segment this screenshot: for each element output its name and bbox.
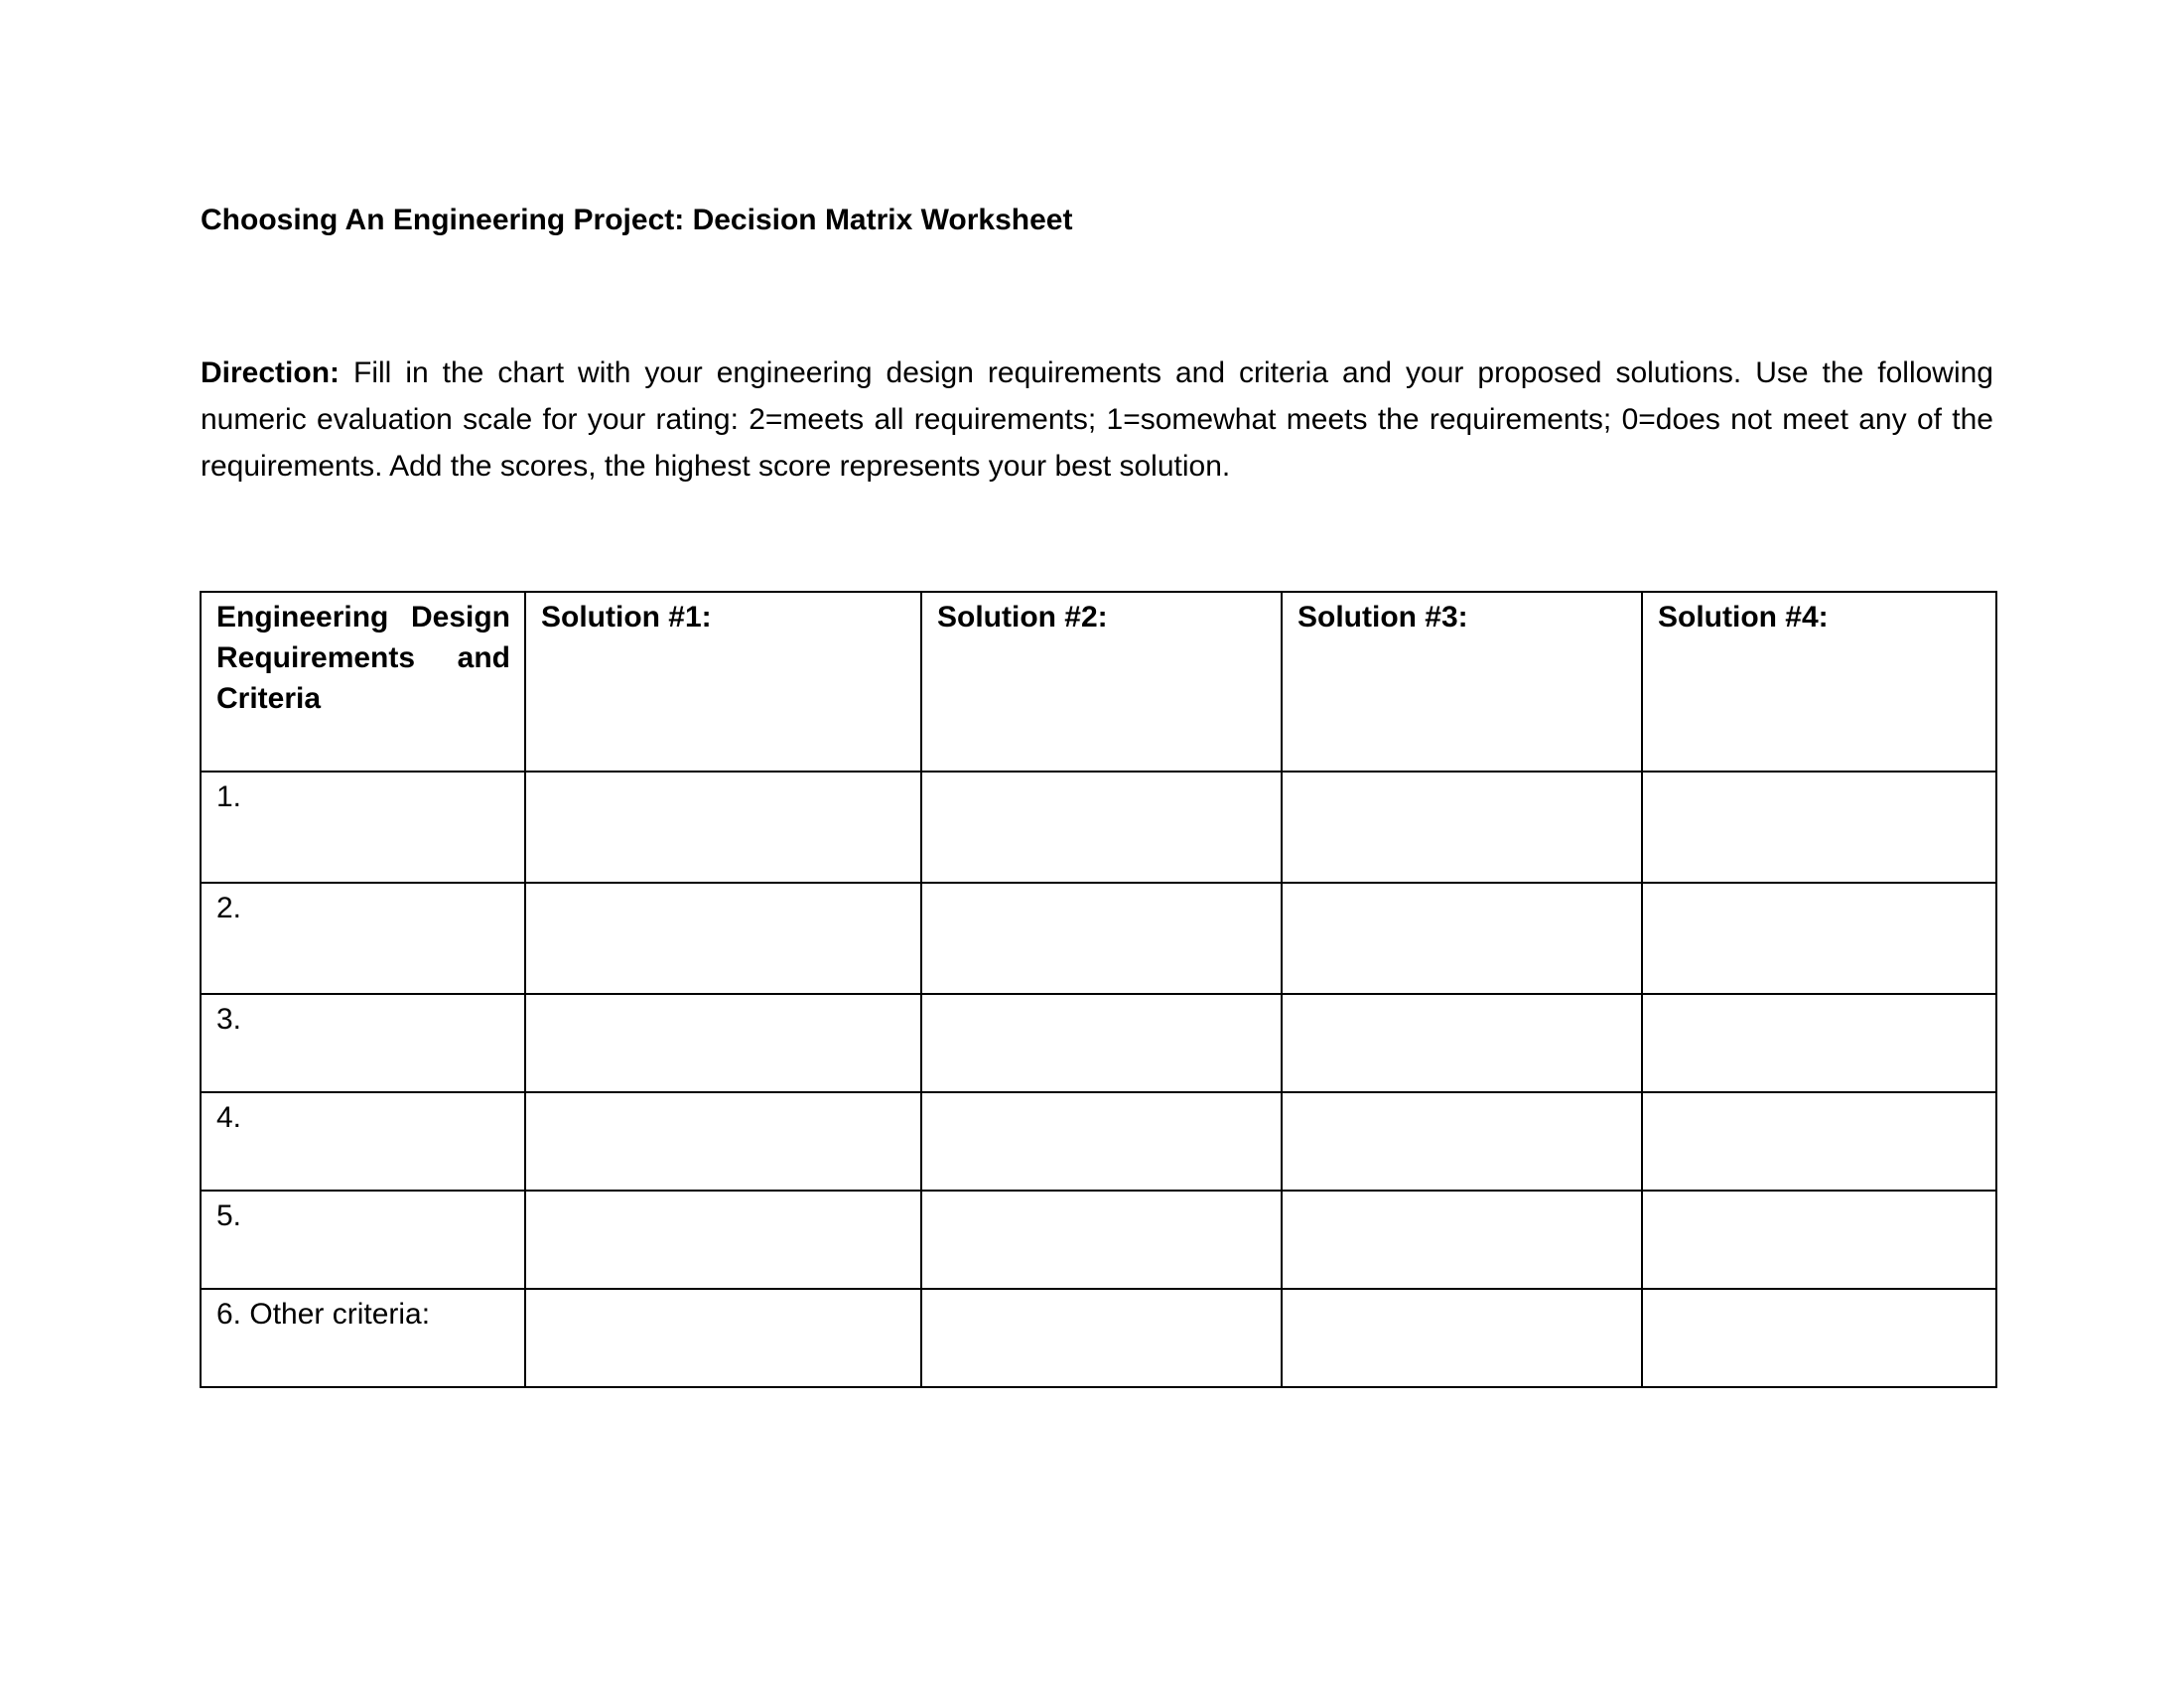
- solution-1-cell[interactable]: [525, 772, 921, 883]
- solution-4-cell[interactable]: [1642, 772, 1996, 883]
- header-solution-1: Solution #1:: [525, 592, 921, 772]
- solution-2-cell[interactable]: [921, 883, 1282, 994]
- criteria-cell-4: 4.: [201, 1092, 525, 1191]
- solution-3-cell[interactable]: [1282, 1289, 1642, 1387]
- solution-4-cell[interactable]: [1642, 883, 1996, 994]
- solution-1-cell[interactable]: [525, 1289, 921, 1387]
- solution-4-cell[interactable]: [1642, 1191, 1996, 1289]
- solution-3-cell[interactable]: [1282, 1092, 1642, 1191]
- solution-2-cell[interactable]: [921, 772, 1282, 883]
- criteria-cell-6: 6. Other criteria:: [201, 1289, 525, 1387]
- solution-2-cell[interactable]: [921, 1092, 1282, 1191]
- table-header-row: [201, 592, 1996, 772]
- solution-3-cell[interactable]: [1282, 883, 1642, 994]
- criteria-cell-2: 2.: [201, 883, 525, 994]
- solution-2-cell[interactable]: [921, 994, 1282, 1092]
- solution-3-cell[interactable]: [1282, 772, 1642, 883]
- direction-text: Fill in the chart with your engineering design requirements and criteria and your proposed solutions. Use the following numeric evaluation scale for your rating: 2=meets all requirements; 1=somewhat meets the requirements; 0=does not meet any of the requirements. Add the scores, the highest score represents your best solution.: [201, 356, 1993, 483]
- header-solution-4: Solution #4:: [1642, 592, 1996, 772]
- header-solution-2: Solution #2:: [921, 592, 1282, 772]
- solution-1-cell[interactable]: [525, 994, 921, 1092]
- solution-3-cell[interactable]: [1282, 1191, 1642, 1289]
- criteria-cell-3: 3.: [201, 994, 525, 1092]
- decision-matrix-table: [200, 591, 1997, 1388]
- solution-1-cell[interactable]: [525, 883, 921, 994]
- solution-2-cell[interactable]: [921, 1289, 1282, 1387]
- table-row: [201, 994, 1996, 1092]
- direction-label: Direction:: [201, 356, 341, 389]
- solution-4-cell[interactable]: [1642, 994, 1996, 1092]
- solution-4-cell[interactable]: [1642, 1092, 1996, 1191]
- criteria-cell-1: 1.: [201, 772, 525, 883]
- solution-4-cell[interactable]: [1642, 1289, 1996, 1387]
- solution-1-cell[interactable]: [525, 1191, 921, 1289]
- criteria-cell-5: 5.: [201, 1191, 525, 1289]
- solution-2-cell[interactable]: [921, 1191, 1282, 1289]
- table-row: [201, 1092, 1996, 1191]
- direction-paragraph: [201, 350, 1993, 490]
- header-solution-3: Solution #3:: [1282, 592, 1642, 772]
- page-title: Choosing An Engineering Project: Decision Matrix Worksheet: [201, 204, 1073, 236]
- table-row: [201, 883, 1996, 994]
- table-row: [201, 1191, 1996, 1289]
- table-row: [201, 772, 1996, 883]
- solution-3-cell[interactable]: [1282, 994, 1642, 1092]
- solution-1-cell[interactable]: [525, 1092, 921, 1191]
- header-criteria: Engineering Design Requirements and Criteria: [201, 592, 525, 772]
- table-row: [201, 1289, 1996, 1387]
